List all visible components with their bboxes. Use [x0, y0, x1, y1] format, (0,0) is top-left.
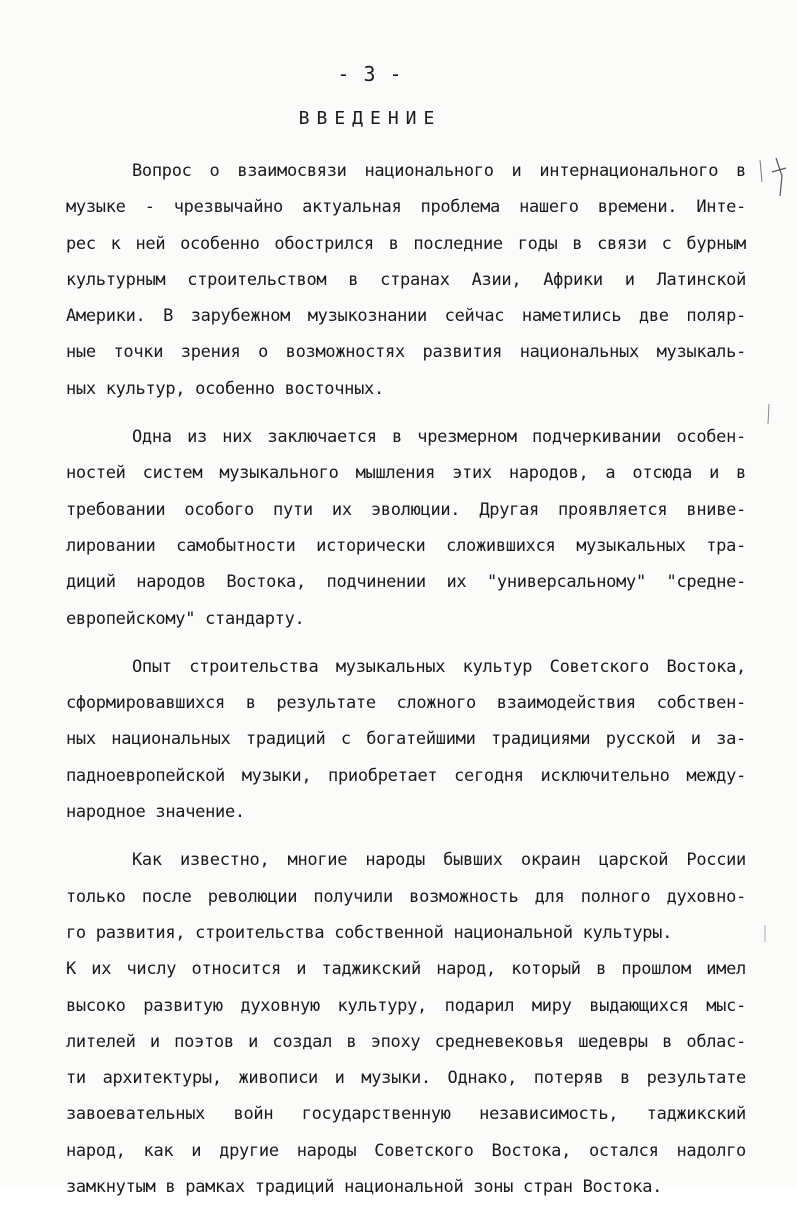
margin-pencil-mark [752, 150, 792, 200]
text-line: падноевропейской музыки, приобретает сегодня исключительно между- [66, 765, 746, 786]
margin-pencil-tick [764, 402, 774, 428]
text-line: ных культур, особенно восточных. [66, 378, 384, 399]
text-line: музыке - чрезвычайно актуальная проблема нашего времени. Инте- [66, 197, 746, 218]
text-line: народ, как и другие народы Советского Востока, остался надолго [66, 1140, 746, 1161]
paragraph-1 [66, 153, 746, 407]
text-line: К их числу относится и таджикский народ, который в прошлом имел [66, 959, 746, 980]
paragraph-3 [66, 649, 746, 830]
text-line: завоевательных войн государственную независимость, таджикский [66, 1104, 746, 1125]
text-line: ные точки зрения о возможностях развития национальных музыкаль- [66, 342, 746, 363]
text-line: рес к ней особенно обострился в последние годы в связи с бурным [66, 233, 746, 254]
text-line: только после революции получили возможность для полного духовно- [66, 886, 746, 907]
page-number: - 3 - [337, 62, 403, 86]
text-line: народное значение. [66, 802, 245, 823]
text-line: ных национальных традиций с богатейшими традициями русской и за- [66, 729, 746, 750]
text-line: го развития, строительства собственной национальной культуры. [66, 922, 673, 943]
text-line: ти архитектуры, живописи и музыки. Однако, потеряв в результате [66, 1068, 746, 1089]
text-line: лителей и поэтов и создал в эпоху средневековья шедевры в облас- [66, 1031, 746, 1052]
text-line: сформировавшихся в результате сложного взаимодействия собствен- [66, 693, 746, 714]
margin-pencil-tick [760, 922, 770, 948]
text-line: культурным строительством в странах Азии, Африки и Латинской [66, 269, 746, 290]
paragraph-4 [66, 842, 746, 1205]
text-line: высоко развитую духовную культуру, подарил миру выдающихся мыс- [66, 995, 746, 1016]
text-line: лировании самобытности исторически сложившихся музыкальных тра- [66, 535, 746, 556]
text-line: ностей систем музыкального мышления этих народов, а отсюда и в [66, 463, 746, 484]
text-line: Америки. В зарубежном музыкознании сейчас наметились две поляр- [66, 306, 746, 327]
text-line: европейскому" стандарту. [66, 608, 305, 629]
text-line: Вопрос о взаимосвязи национального и интернационального в [132, 161, 746, 181]
section-heading: ВВЕДЕНИЕ [298, 108, 442, 129]
text-line: Опыт строительства музыкальных культур Советского Востока, [132, 656, 746, 677]
text-line: требовании особого пути их эволюции. Другая проявляется вниве- [66, 499, 746, 520]
text-line: Как известно, многие народы бывших окраин царской России [132, 850, 746, 871]
paragraph-2 [66, 419, 746, 637]
text-line: диций народов Востока, подчинении их "универсальному" "средне- [66, 572, 746, 593]
text-line: замкнутым в рамках традиций национальной зоны стран Востока. [66, 1177, 663, 1198]
text-line: Одна из них заключается в чрезмерном подчеркивании особен- [132, 427, 746, 448]
body-text [66, 153, 746, 1205]
